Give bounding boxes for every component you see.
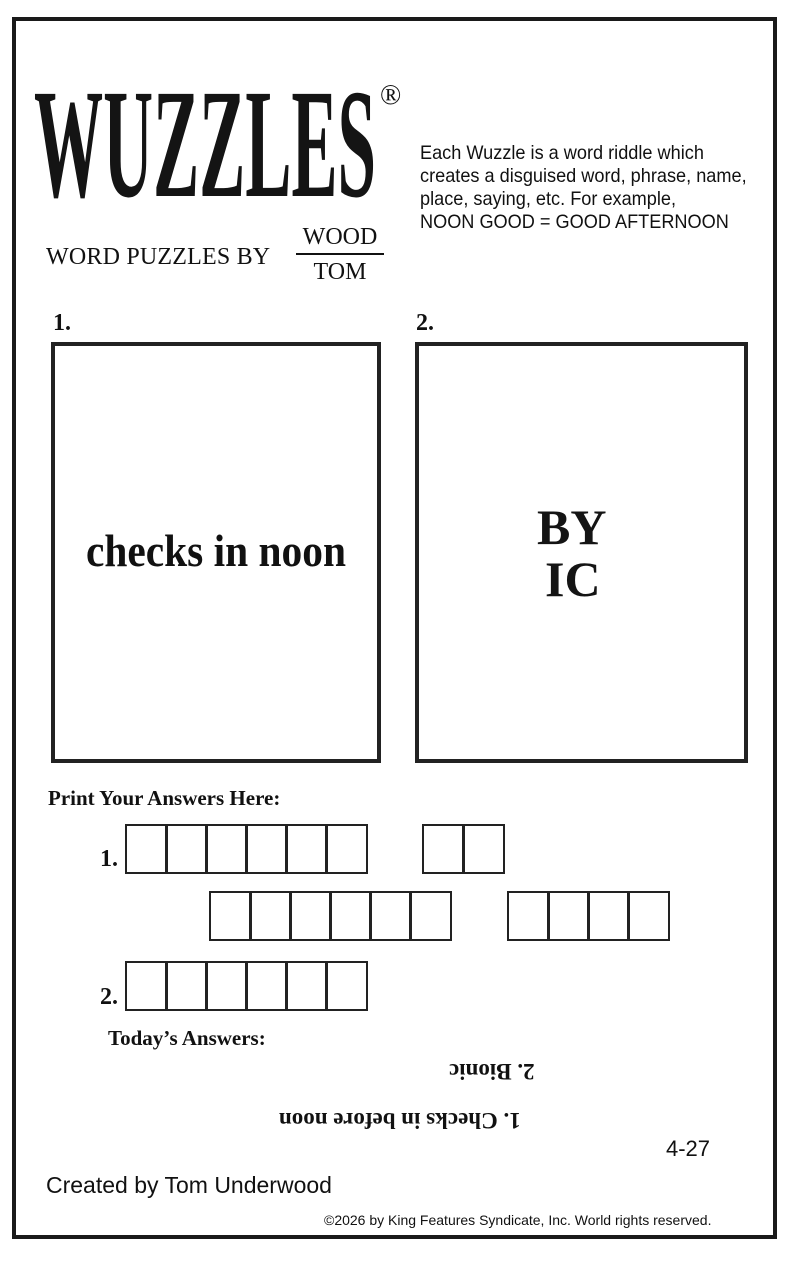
letter-box[interactable] (209, 891, 252, 941)
wuzzles-title (34, 62, 379, 202)
puzzle-2-panel (415, 342, 748, 763)
letter-box[interactable] (409, 891, 452, 941)
letter-box[interactable] (462, 824, 505, 874)
letter-box[interactable] (205, 961, 248, 1011)
letter-box[interactable] (369, 891, 412, 941)
letter-box[interactable] (285, 824, 328, 874)
author-bottom: TOM (313, 259, 367, 285)
created-by: Created by Tom Underwood (46, 1172, 332, 1198)
puzzle-1-text: checks in noon (86, 525, 346, 576)
letter-box[interactable] (422, 824, 465, 874)
letter-box[interactable] (325, 961, 368, 1011)
author-top: WOOD (302, 224, 378, 250)
intro-line: Each Wuzzle is a word riddle which (420, 142, 704, 164)
todays-answer-2-wrap (440, 1056, 544, 1086)
letter-box[interactable] (125, 961, 168, 1011)
letter-box[interactable] (627, 891, 670, 941)
copyright: ©2026 by King Features Syndicate, Inc. World rights reserved. (324, 1212, 712, 1228)
answer-1-word-1[interactable] (125, 824, 365, 874)
puzzle-2-graphic (419, 346, 744, 759)
letter-box[interactable] (289, 891, 332, 941)
letter-box[interactable] (587, 891, 630, 941)
answer-1-number: 1. (100, 846, 118, 872)
letter-box[interactable] (245, 824, 288, 874)
todays-answer-1-wrap (260, 1104, 540, 1136)
puzzle-1-panel (51, 342, 381, 763)
byline: WORD PUZZLES BY (46, 244, 271, 270)
fraction-bar (296, 253, 384, 255)
todays-answers-label: Today’s Answers: (108, 1026, 266, 1050)
registered-mark: ® (380, 80, 402, 111)
letter-box[interactable] (325, 824, 368, 874)
letter-box[interactable] (547, 891, 590, 941)
intro-text (420, 142, 755, 234)
author-fraction (296, 222, 384, 287)
letter-box[interactable] (165, 824, 208, 874)
todays-answer-1: 1. Checks in before noon (279, 1108, 521, 1133)
answer-1-word-2[interactable] (422, 824, 502, 874)
intro-line: place, saying, etc. For example, (420, 188, 677, 210)
puzzle-date: 4-27 (666, 1136, 711, 1161)
title-text: WUZZLES (34, 62, 376, 202)
puzzle-2-number: 2. (416, 310, 434, 336)
answer-2-number: 2. (100, 984, 118, 1010)
letter-box[interactable] (205, 824, 248, 874)
letter-box[interactable] (165, 961, 208, 1011)
print-answers-label: Print Your Answers Here: (48, 786, 281, 810)
intro-line: creates a disguised word, phrase, name, (420, 165, 747, 187)
letter-box[interactable] (249, 891, 292, 941)
answer-2-word-1[interactable] (125, 961, 365, 1011)
puzzle-1-number: 1. (53, 310, 71, 336)
letter-box[interactable] (285, 961, 328, 1011)
answer-1-word-4[interactable] (507, 891, 667, 941)
answer-1-word-3[interactable] (209, 891, 449, 941)
letter-box[interactable] (125, 824, 168, 874)
intro-line: NOON GOOD = GOOD AFTERNOON (420, 211, 729, 233)
letter-box[interactable] (329, 891, 372, 941)
puzzle-2-top: BY (537, 499, 607, 555)
letter-box[interactable] (507, 891, 550, 941)
puzzle-2-bottom: IC (545, 551, 601, 607)
todays-answer-2: 2. Bionic (449, 1059, 535, 1084)
letter-box[interactable] (245, 961, 288, 1011)
